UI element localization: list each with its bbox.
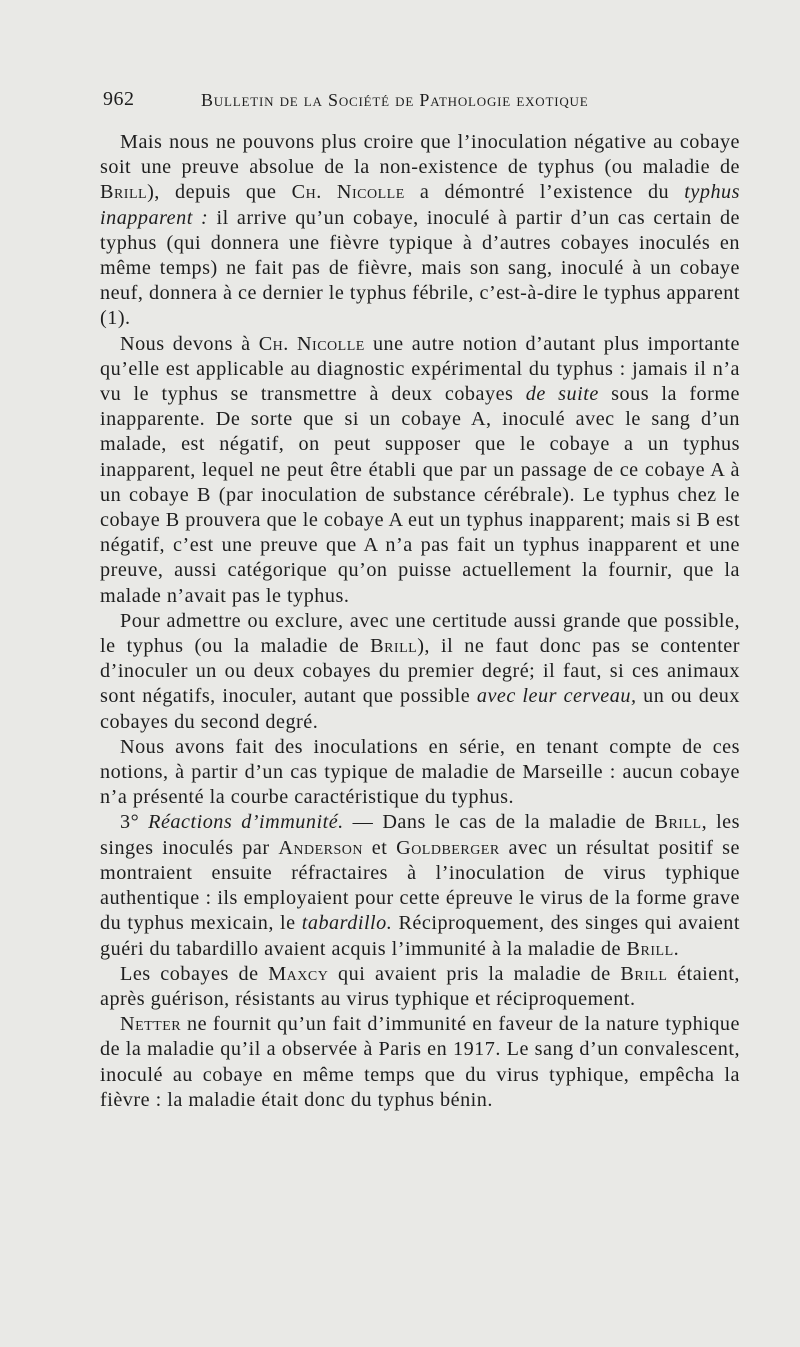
text-run: avec un résultat positif se montraient ensuite réfractaires à l’inoculation de virus typhique authentique : ils employaient pour cette épreuve le virus de la forme grave du typhus mexicain, le (100, 836, 740, 935)
page-header (103, 88, 743, 118)
author-name: Ch. Nicolle (291, 181, 405, 204)
paragraph-5 (100, 810, 740, 961)
italic-term: typhus inapparent : (100, 181, 740, 229)
text-run: un ou deux cobayes du second degré. (100, 685, 740, 733)
text-run: Mais nous ne pouvons plus croire que l’inoculation négative au cobaye soit une preuve absolue de la non-existence de typhus (ou maladie de (100, 131, 740, 179)
text-run: ), il ne faut donc pas se contenter d’inoculer un ou deux cobayes du premier degré; il faut, si ces animaux sont négatifs, inoculer, autant que possible (100, 635, 740, 708)
author-name: Anderson (278, 836, 364, 859)
text-run: Réciproquement, des singes qui avaient guéri du tabardillo avaient acquis l’immunité à la maladie de (100, 912, 740, 960)
paragraph-6 (100, 962, 740, 1012)
text-run: étaient, après guérison, résistants au virus typhique et réciproquement. (100, 962, 740, 1010)
author-name: Brill (100, 181, 148, 204)
text-run: sous la forme inapparente. De sorte que si un cobaye A, inoculé avec le sang d’un malade, est négatif, on peut supposer que le cobaye a un typhus inapparent, lequel ne peut être établi que par un passage de ce cobaye A à un cobaye B (par inoculation de substance cérébrale). Le typhus chez le cobaye B prouvera que le cobaye A eut un typhus inapparent; mais si B est négatif, c’est une preuve que A n’a pas fait un typhus inapparent et une preuve, aussi catégorique qu’on puisse actuellement la fournir, que la malade n’avait pas le typhus. (100, 383, 741, 607)
running-title: Bulletin de la Société de Pathologie exotique (201, 90, 589, 110)
author-name: Brill (654, 811, 702, 834)
text-run: ne fournit qu’un fait d’immunité en faveur de la nature typhique de la maladie qu’il a observée à Paris en 1917. Le sang d’un convalescent, inoculé au cobaye en même temps que du virus typhique, empêcha la fièvre : la maladie était donc du typhus bénin. (100, 1013, 740, 1111)
author-name: Brill (370, 635, 418, 658)
italic-term: tabardillo. (301, 912, 393, 935)
text-run: et (363, 836, 397, 859)
text-run: — Dans le cas de la maladie de (343, 811, 655, 834)
section-number: 3° (120, 811, 140, 834)
text-run: Les cobayes de (120, 962, 269, 985)
text-run: Pour admettre ou exclure, avec une certitude aussi grande que possible, le typhus (ou la maladie de (100, 609, 740, 658)
text-run: Nous avons fait des inoculations en série, en tenant compte de ces notions, à partir d’un cas typique de maladie de Marseille : aucun cobaye n’a présenté la courbe caractéristique du typhus. (100, 735, 740, 809)
paragraph-2 (100, 332, 740, 609)
text-run: , les singes inoculés par (100, 811, 740, 859)
author-name: Netter (120, 1013, 182, 1036)
text-run: a démontré l’existence du (404, 181, 685, 204)
paragraph-7 (100, 1012, 740, 1113)
paragraph-1 (100, 130, 740, 332)
paragraph-4 (100, 735, 740, 811)
text-run: ), depuis que (147, 181, 292, 204)
author-name: Goldberger (396, 836, 500, 859)
text-run: . (673, 937, 680, 960)
author-name: Brill (626, 937, 674, 960)
text-run: qui avaient pris la maladie de (328, 962, 621, 985)
italic-term: avec leur cerveau, (476, 685, 637, 708)
text-run: il arrive qu’un cobaye, inoculé à partir d’un cas certain de typhus (qui donnera une fièvre typique à d’autres cobayes inoculés en même temps) ne fait pas de fièvre, mais son sang, inoculé à un cobaye neuf, donnera à ce dernier le typhus fébrile, c’est-à-dire le typhus apparent (1). (100, 206, 740, 330)
text-run: Nous devons à (120, 332, 259, 355)
italic-term: de suite (525, 383, 599, 406)
author-name: Maxcy (268, 962, 329, 985)
author-name: Brill (620, 962, 668, 985)
page-number: 962 (103, 88, 135, 110)
paragraph-3 (100, 609, 740, 735)
text-run: une autre notion d’autant plus importante qu’elle est applicable au diagnostic expérimental du typhus : jamais il n’a vu le typhus se transmettre à deux cobayes (100, 332, 740, 406)
section-heading: Réactions d’immunité. (148, 811, 344, 834)
author-name: Ch. Nicolle (258, 332, 365, 355)
body-text (100, 130, 740, 1113)
